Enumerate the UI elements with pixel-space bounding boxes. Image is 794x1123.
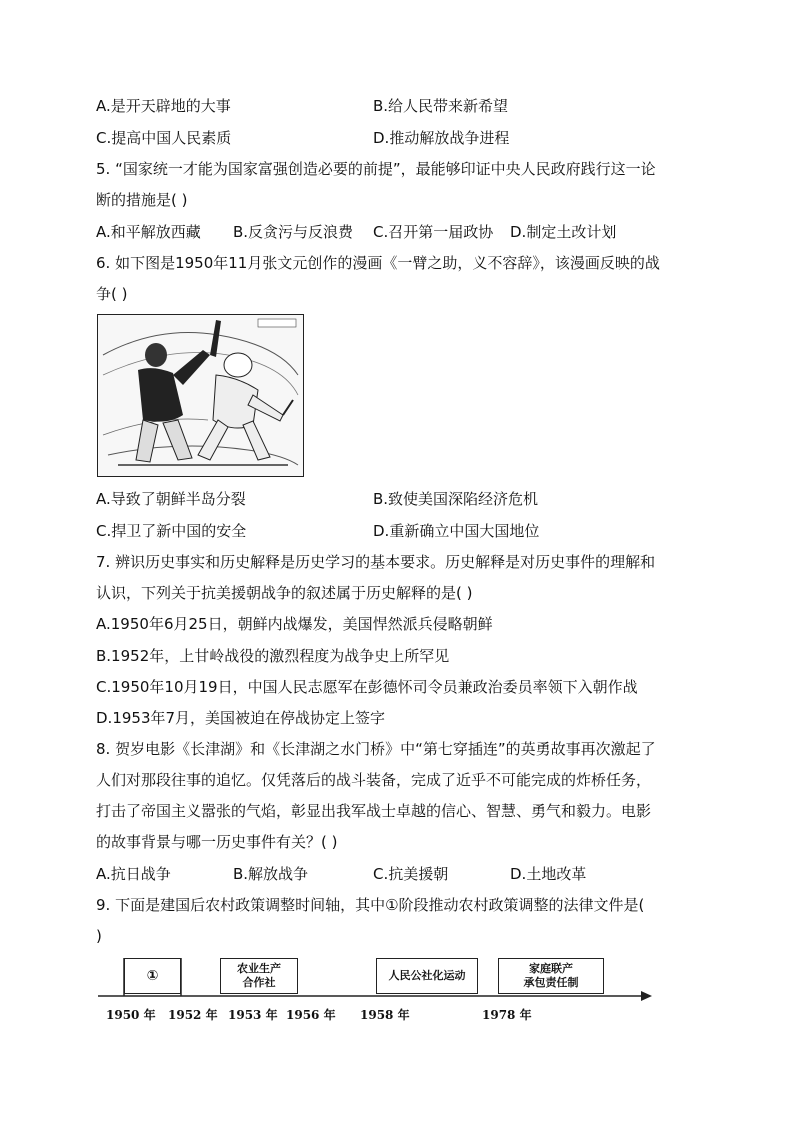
timeline-year-1950: 1950 年 — [106, 1008, 156, 1022]
q8-option-b: B.解放战争 — [233, 865, 309, 883]
timeline-year-1952: 1952 年 — [168, 1008, 218, 1022]
timeline-box-1: ① — [124, 958, 181, 994]
timeline-year-1978: 1978 年 — [482, 1008, 532, 1022]
q4-option-d: D.推动解放战争进程 — [373, 129, 510, 147]
q8-stem-line2: 人们对那段往事的追忆。仅凭落后的战斗装备，完成了近乎不可能完成的炸桥任务， — [96, 771, 652, 789]
q7-option-a: A.1950年6月25日，朝鲜内战爆发，美国悍然派兵侵略朝鲜 — [96, 615, 493, 633]
q8-stem-line1: 8. 贺岁电影《长津湖》和《长津湖之水门桥》中“第七穿插连”的英勇故事再次激起了 — [96, 740, 656, 758]
q7-stem-line2: 认识，下列关于抗美援朝战争的叙述属于历史解释的是( ) — [96, 584, 473, 602]
q7-option-b: B.1952年，上甘岭战役的激烈程度为战争史上所罕见 — [96, 647, 450, 665]
q9-stem-line1: 9. 下面是建国后农村政策调整时间轴，其中①阶段推动农村政策调整的法律文件是( — [96, 896, 645, 914]
q6-option-c: C.捍卫了新中国的安全 — [96, 522, 247, 540]
timeline-year-1956: 1956 年 — [286, 1008, 336, 1022]
timeline-box-3: 人民公社化运动 — [376, 958, 478, 994]
q6-stem-line2: 争( ) — [96, 285, 128, 303]
q5-stem-line2: 断的措施是( ) — [96, 191, 188, 209]
q8-option-a: A.抗日战争 — [96, 865, 171, 883]
q4-option-c: C.提高中国人民素质 — [96, 129, 232, 147]
q5-option-d: D.制定土改计划 — [510, 223, 617, 241]
q6-stem-line1: 6. 如下图是1950年11月张文元创作的漫画《一臂之助，义不容辞》，该漫画反映的战 — [96, 254, 660, 272]
q8-stem-line4: 的故事背景与哪一历史事件有关？( ) — [96, 833, 338, 851]
timeline-year-1953: 1953 年 — [228, 1008, 278, 1022]
cartoon-drawing — [98, 315, 303, 476]
q6-option-a: A.导致了朝鲜半岛分裂 — [96, 490, 246, 508]
q6-option-d: D.重新确立中国大国地位 — [373, 522, 540, 540]
q7-option-c: C.1950年10月19日，中国人民志愿军在彭德怀司令员兼政治委员率领下入朝作战 — [96, 678, 638, 696]
q8-option-d: D.土地改革 — [510, 865, 587, 883]
q5-option-c: C.召开第一届政协 — [373, 223, 494, 241]
q5-option-a: A.和平解放西藏 — [96, 223, 201, 241]
q5-option-b: B.反贪污与反浪费 — [233, 223, 354, 241]
q8-stem-line3: 打击了帝国主义嚣张的气焰，彰显出我军战士卓越的信心、智慧、勇气和毅力。电影 — [96, 802, 652, 820]
q6-option-b: B.致使美国深陷经济危机 — [373, 490, 539, 508]
timeline-box-2: 农业生产 合作社 — [220, 958, 298, 994]
timeline-arrow-icon — [641, 991, 652, 1001]
timeline-box-4: 家庭联产 承包责任制 — [498, 958, 604, 994]
q5-stem-line1: 5. “国家统一才能为国家富强创造必要的前提”，最能够印证中央人民政府践行这一论 — [96, 160, 656, 178]
q4-option-b: B.给人民带来新希望 — [373, 97, 509, 115]
q9-stem-line2: ) — [96, 927, 102, 945]
q4-option-a: A.是开天辟地的大事 — [96, 97, 231, 115]
q7-option-d: D.1953年7月，美国被迫在停战协定上签字 — [96, 709, 386, 727]
q8-option-c: C.抗美援朝 — [373, 865, 449, 883]
cartoon-illustration — [97, 314, 304, 477]
q7-stem-line1: 7. 辨识历史事实和历史解释是历史学习的基本要求。历史解释是对历史事件的理解和 — [96, 553, 656, 571]
policy-timeline — [96, 950, 656, 1030]
timeline-year-1958: 1958 年 — [360, 1008, 410, 1022]
